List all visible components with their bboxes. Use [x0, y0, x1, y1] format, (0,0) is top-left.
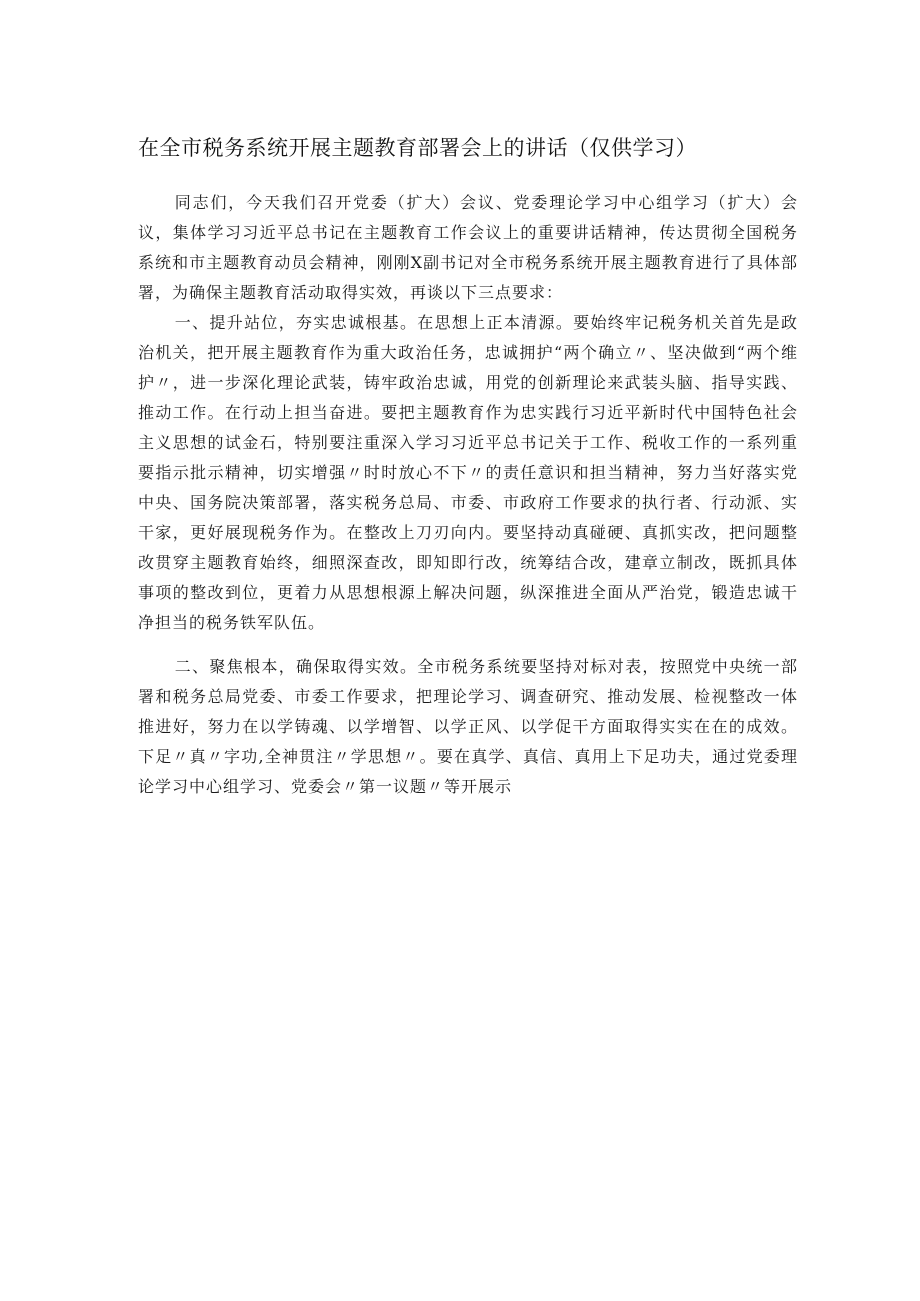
document-title: 在全市税务系统开展主题教育部署会上的讲话（仅供学习） — [138, 136, 697, 160]
paragraph-section-two: 二、聚焦根本，确保取得实效。全市税务系统要坚持对标对表，按照党中央统一部署和税务总局党委、市委工作要求，把理论学习、调查研究、推动发展、检视整改一体推进好，努力在以学铸魂、以学增智、以学正风、以学促干方面取得实实在在的成效。下足〃真〃字功,全神贯注〃学思想〃。要在真学、真信、真用上下足功夫，通过党委理论学习中心组学习、党委会〃第一议题〃等开展示 — [138, 657, 798, 796]
paragraph-gap — [138, 638, 798, 652]
paragraph-opening: 同志们，今天我们召开党委（扩大）会议、党委理论学习中心组学习（扩大）会议，集体学习习近平总书记在主题教育工作会议上的重要讲话精神，传达贯彻全国税务系统和市主题教育动员会精神，刚刚X副书记对全市税务系统开展主题教育进行了具体部署，为确保主题教育活动取得实效，再谈以下三点要求： — [138, 193, 798, 302]
paragraph-section-one: 一、提升站位，夯实忠诚根基。在思想上正本清源。要始终牢记税务机关首先是政治机关，把开展主题教育作为重大政治任务，忠诚拥护“两个确立〃、坚决做到“两个维护〃，进一步深化理论武装，铸牢政治忠诚，用党的创新理论来武装头脑、指导实践、推动工作。在行动上担当奋进。要把主题教育作为忠实践行习近平新时代中国特色社会主义思想的试金石，特别要注重深入学习习近平总书记关于工作、税收工作的一系列重要指示批示精神，切实增强〃时时放心不下〃的责任意识和担当精神，努力当好落实党中央、国务院决策部署，落实税务总局、市委、市政府工作要求的执行者、行动派、实干家，更好展现税务作为。在整改上刀刃向内。要坚持动真碰硬、真抓实改，把问题整改贯穿主题教育始终，细照深查改，即知即行改，统筹结合改，建章立制改，既抓具体事项的整改到位，更着力从思想根源上解决问题，纵深推进全面从严治党，锻造忠诚干净担当的税务铁军队伍。 — [138, 313, 798, 632]
document-body — [138, 188, 798, 802]
